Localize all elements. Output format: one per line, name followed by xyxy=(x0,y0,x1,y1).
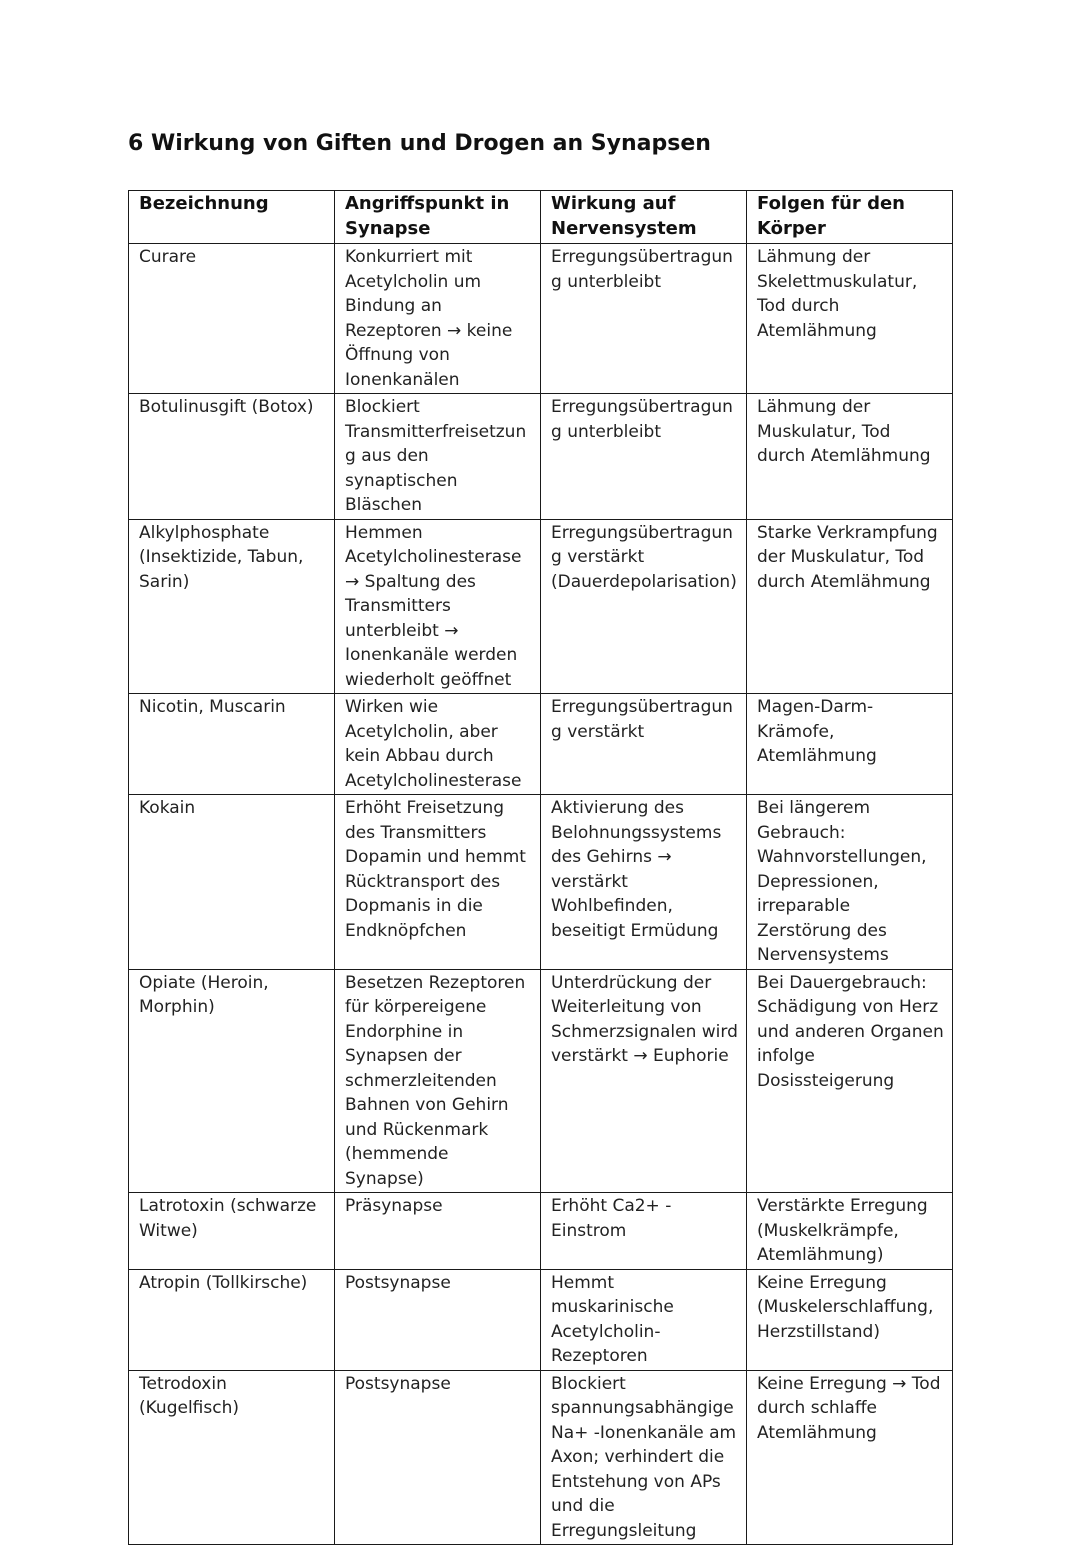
cell-bezeichnung: Botulinusgift (Botox) xyxy=(129,394,335,520)
table-row xyxy=(129,1269,953,1370)
cell-wirkung: Blockiert spannungsabhängige Na+ -Ionenkanäle am Axon; verhindert die Entstehung von APs und die Erregungsleitung xyxy=(541,1370,747,1545)
table-row xyxy=(129,969,953,1193)
table-row xyxy=(129,694,953,795)
cell-angriffspunkt: Postsynapse xyxy=(335,1370,541,1545)
cell-angriffspunkt: Besetzen Rezeptoren für körpereigene Endorphine in Synapsen der schmerzleitenden Bahnen von Gehirn und Rückenmark (hemmende Synapse) xyxy=(335,969,541,1193)
cell-wirkung: Erhöht Ca2+ - Einstrom xyxy=(541,1193,747,1270)
cell-folgen: Lähmung der Skelettmuskulatur, Tod durch Atemlähmung xyxy=(747,244,953,394)
cell-bezeichnung: Nicotin, Muscarin xyxy=(129,694,335,795)
cell-wirkung: Erregungsübertragung unterbleibt xyxy=(541,394,747,520)
cell-angriffspunkt: Postsynapse xyxy=(335,1269,541,1370)
cell-angriffspunkt: Wirken wie Acetylcholin, aber kein Abbau durch Acetylcholinesterase xyxy=(335,694,541,795)
table-row xyxy=(129,519,953,694)
cell-angriffspunkt: Präsynapse xyxy=(335,1193,541,1270)
cell-folgen: Keine Erregung (Muskelerschlaffung, Herzstillstand) xyxy=(747,1269,953,1370)
cell-bezeichnung: Kokain xyxy=(129,795,335,970)
cell-bezeichnung: Atropin (Tollkirsche) xyxy=(129,1269,335,1370)
header-bezeichnung: Bezeichnung xyxy=(129,191,335,244)
table-header-row xyxy=(129,191,953,244)
cell-wirkung: Hemmt muskarinische Acetylcholin-Rezeptoren xyxy=(541,1269,747,1370)
table-row xyxy=(129,1370,953,1545)
cell-wirkung: Erregungsübertragung verstärkt (Dauerdepolarisation) xyxy=(541,519,747,694)
cell-folgen: Magen-Darm-Krämofe, Atemlähmung xyxy=(747,694,953,795)
cell-bezeichnung: Latrotoxin (schwarze Witwe) xyxy=(129,1193,335,1270)
cell-angriffspunkt: Konkurriert mit Acetylcholin um Bindung an Rezeptoren → keine Öffnung von Ionenkanälen xyxy=(335,244,541,394)
table-row xyxy=(129,244,953,394)
cell-wirkung: Erregungsübertragung unterbleibt xyxy=(541,244,747,394)
cell-bezeichnung: Curare xyxy=(129,244,335,394)
table-row xyxy=(129,394,953,520)
cell-folgen: Bei längerem Gebrauch: Wahnvorstellungen, Depressionen, irreparable Zerstörung des Nervensystems xyxy=(747,795,953,970)
cell-bezeichnung: Tetrodoxin (Kugelfisch) xyxy=(129,1370,335,1545)
header-wirkung: Wirkung auf Nervensystem xyxy=(541,191,747,244)
cell-angriffspunkt: Blockiert Transmitterfreisetzung aus den synaptischen Bläschen xyxy=(335,394,541,520)
cell-bezeichnung: Opiate (Heroin, Morphin) xyxy=(129,969,335,1193)
cell-folgen: Keine Erregung → Tod durch schlaffe Atemlähmung xyxy=(747,1370,953,1545)
page-title: 6 Wirkung von Giften und Drogen an Synapsen xyxy=(128,131,711,156)
cell-wirkung: Unterdrückung der Weiterleitung von Schmerzsignalen wird verstärkt → Euphorie xyxy=(541,969,747,1193)
table-row xyxy=(129,795,953,970)
header-angriffspunkt: Angriffspunkt in Synapse xyxy=(335,191,541,244)
cell-folgen: Bei Dauergebrauch: Schädigung von Herz und anderen Organen infolge Dosissteigerung xyxy=(747,969,953,1193)
cell-folgen: Starke Verkrampfung der Muskulatur, Tod durch Atemlähmung xyxy=(747,519,953,694)
cell-bezeichnung: Alkylphosphate (Insektizide, Tabun, Sarin) xyxy=(129,519,335,694)
table-row xyxy=(129,1193,953,1270)
cell-angriffspunkt: Hemmen Acetylcholinesterase → Spaltung des Transmitters unterbleibt → Ionenkanäle werden wiederholt geöffnet xyxy=(335,519,541,694)
cell-folgen: Verstärkte Erregung (Muskelkrämpfe, Atemlähmung) xyxy=(747,1193,953,1270)
cell-angriffspunkt: Erhöht Freisetzung des Transmitters Dopamin und hemmt Rücktransport des Dopmanis in die Endknöpfchen xyxy=(335,795,541,970)
header-folgen: Folgen für den Körper xyxy=(747,191,953,244)
synapse-toxins-table xyxy=(128,190,953,1545)
cell-wirkung: Erregungsübertragung verstärkt xyxy=(541,694,747,795)
cell-folgen: Lähmung der Muskulatur, Tod durch Atemlähmung xyxy=(747,394,953,520)
cell-wirkung: Aktivierung des Belohnungssystems des Gehirns → verstärkt Wohlbefinden, beseitigt Ermüdung xyxy=(541,795,747,970)
